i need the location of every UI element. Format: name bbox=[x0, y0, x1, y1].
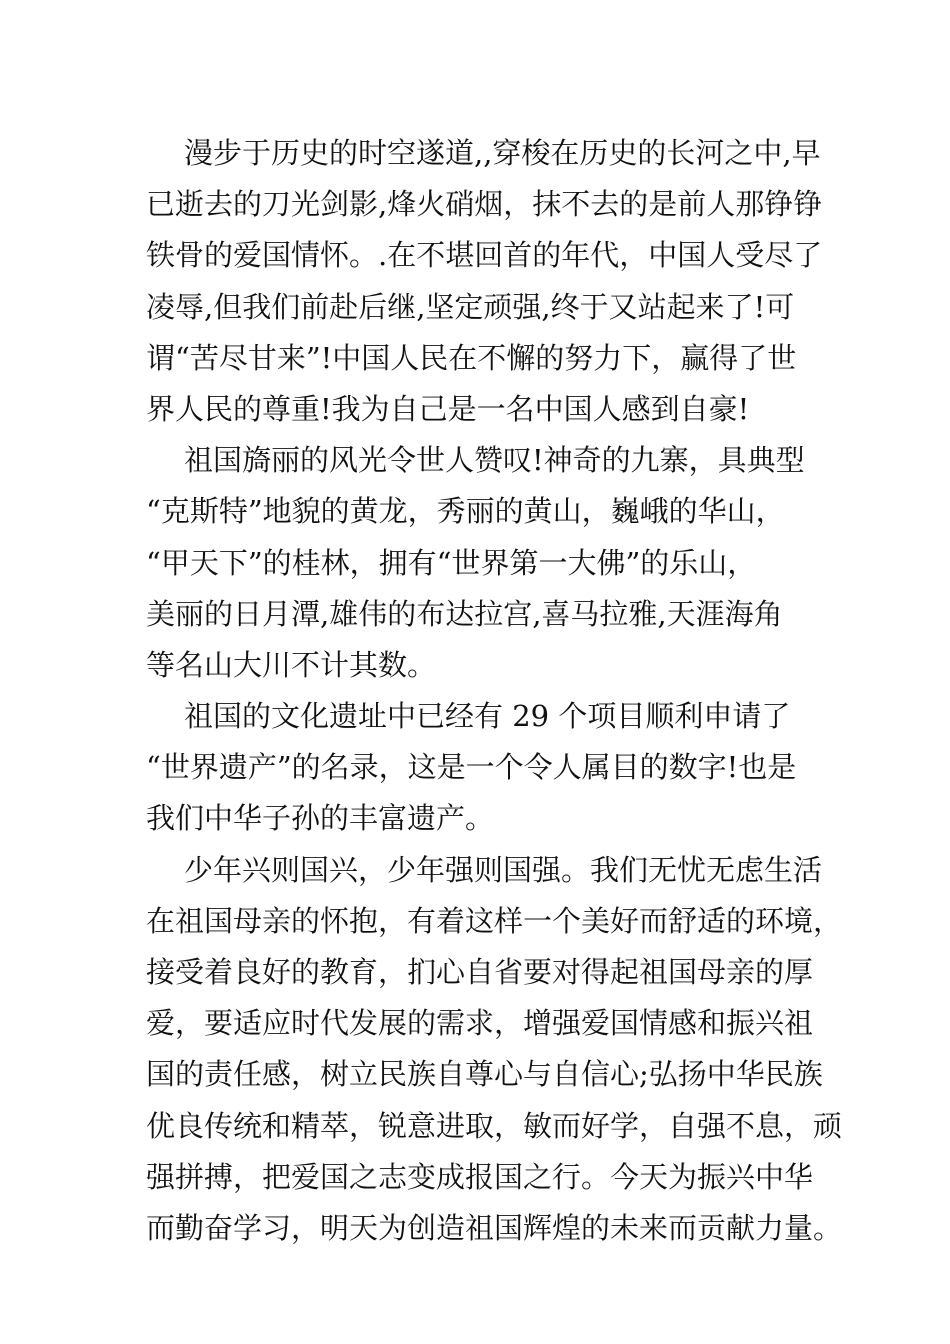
text-line: 美丽的日月潭,雄伟的布达拉宫,喜马拉雅,天涯海角 bbox=[146, 596, 783, 631]
text-line: 界人民的尊重!我为自己是一名中国人感到自豪! bbox=[146, 391, 750, 426]
document-page bbox=[146, 128, 843, 1254]
text-line: 等名山大川不计其数。 bbox=[146, 647, 437, 682]
text-line: 强拼搏，把爱国之志变成报国之行。今天为振兴中华 bbox=[146, 1159, 814, 1194]
paragraph-scenery bbox=[146, 435, 826, 691]
text-line: 少年兴则国兴，少年强则国强。我们无忧无虑生活 bbox=[184, 852, 823, 887]
text-line: 祖国的文化遗址中已经有 29 个项目顺利申请了 bbox=[184, 699, 791, 734]
text-line: 漫步于历史的时空遂道,,穿梭在历史的长河之中,早 bbox=[184, 136, 821, 170]
text-line: 在祖国母亲的怀抱，有着这样一个美好而舒适的环境， bbox=[146, 903, 843, 938]
text-line: 谓“苦尽甘来”!中国人民在不懈的努力下，赢得了世 bbox=[146, 340, 797, 375]
text-line: 国的责任感，树立民族自尊心与自信心;弘扬中华民族 bbox=[146, 1057, 823, 1092]
text-line: 接受着良好的教育，扪心自省要对得起祖国母亲的厚 bbox=[146, 955, 814, 989]
text-line: 而勤奋学习，明天为创造祖国辉煌的未来而贡献力量。 bbox=[146, 1210, 843, 1245]
paragraph-history bbox=[146, 128, 826, 435]
text-line: 铁骨的爱国情怀。.在不堪回首的年代，中国人受尽了 bbox=[146, 238, 823, 273]
text-line: 祖国旖丽的风光令世人赞叹!神奇的九寨，具典型 bbox=[184, 443, 805, 478]
text-line: 爱，要适应时代发展的需求，增强爱国情感和振兴祖 bbox=[146, 1006, 814, 1041]
text-line: “克斯特”地貌的黄龙，秀丽的黄山，巍峨的华山， bbox=[146, 494, 785, 529]
paragraph-youth bbox=[146, 845, 843, 1255]
text-line: “世界遗产”的名录，这是一个令人属目的数字!也是 bbox=[146, 750, 797, 785]
text-line: 我们中华子孙的丰富遗产。 bbox=[146, 801, 495, 836]
text-line: “甲天下”的桂林，拥有“世界第一大佛”的乐山， bbox=[146, 545, 757, 580]
paragraph-heritage bbox=[146, 691, 826, 845]
text-line: 凌辱,但我们前赴后继,坚定顽强,终于又站起来了!可 bbox=[146, 289, 795, 324]
text-line: 优良传统和精萃，锐意进取，敏而好学，自强不息，顽 bbox=[146, 1108, 843, 1143]
text-line: 已逝去的刀光剑影,烽火硝烟，抹不去的是前人那铮铮 bbox=[146, 187, 823, 222]
